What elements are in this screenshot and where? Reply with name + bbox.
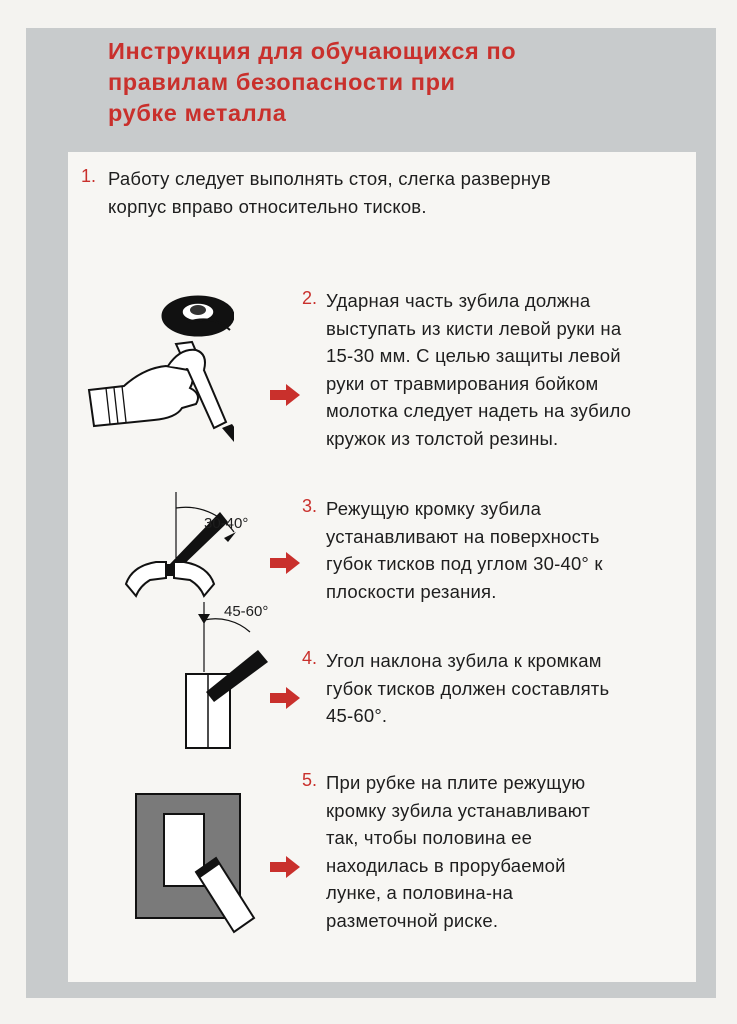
angle-label-30-40: 30-40° <box>204 515 249 532</box>
step-4-text: Угол наклона зубила к кромкам губок тисков должен составлять 45-60°. <box>326 650 610 727</box>
step-5-number: 5. <box>302 770 318 790</box>
plate-chisel-illustration <box>134 792 274 942</box>
step-5-text: При рубке на плите режущую кромку зубила устанавливают так, чтобы половина ее находилась в прорубаемой лунке, а половина-на разметочной риске. <box>326 772 591 931</box>
right-arrow-icon <box>270 687 300 709</box>
hand-chisel-illustration <box>84 278 234 448</box>
instruction-panel <box>68 152 696 982</box>
page-title: Инструкция для обучающихся по правилам безопасности при рубке металла <box>108 38 517 126</box>
step-2-number: 2. <box>302 288 318 308</box>
angle-label-45-60: 45-60° <box>224 603 269 620</box>
right-arrow-icon <box>270 552 300 574</box>
step-2-text: Ударная часть зубила должна выступать из кисти левой руки на 15-30 мм. С целью защиты левой руки от травмирования бойком молотка следует надеть на зубило кружок из толстой резины. <box>326 290 632 449</box>
step-4-number: 4. <box>302 648 318 668</box>
step-1-text: Работу следует выполнять стоя, слегка развернув корпус вправо относительно тисков. <box>108 168 551 217</box>
step-1-number: 1. <box>81 166 97 186</box>
vise-chisel-30-40-illustration <box>122 488 282 604</box>
step-3-text: Режущую кромку зубила устанавливают на поверхность губок тисков под углом 30-40° к плоскости резания. <box>326 498 603 602</box>
right-arrow-icon <box>270 856 300 878</box>
step-3-number: 3. <box>302 496 318 516</box>
vise-chisel-45-60-illustration <box>154 602 284 757</box>
right-arrow-icon <box>270 384 300 406</box>
poster-frame <box>26 28 716 998</box>
